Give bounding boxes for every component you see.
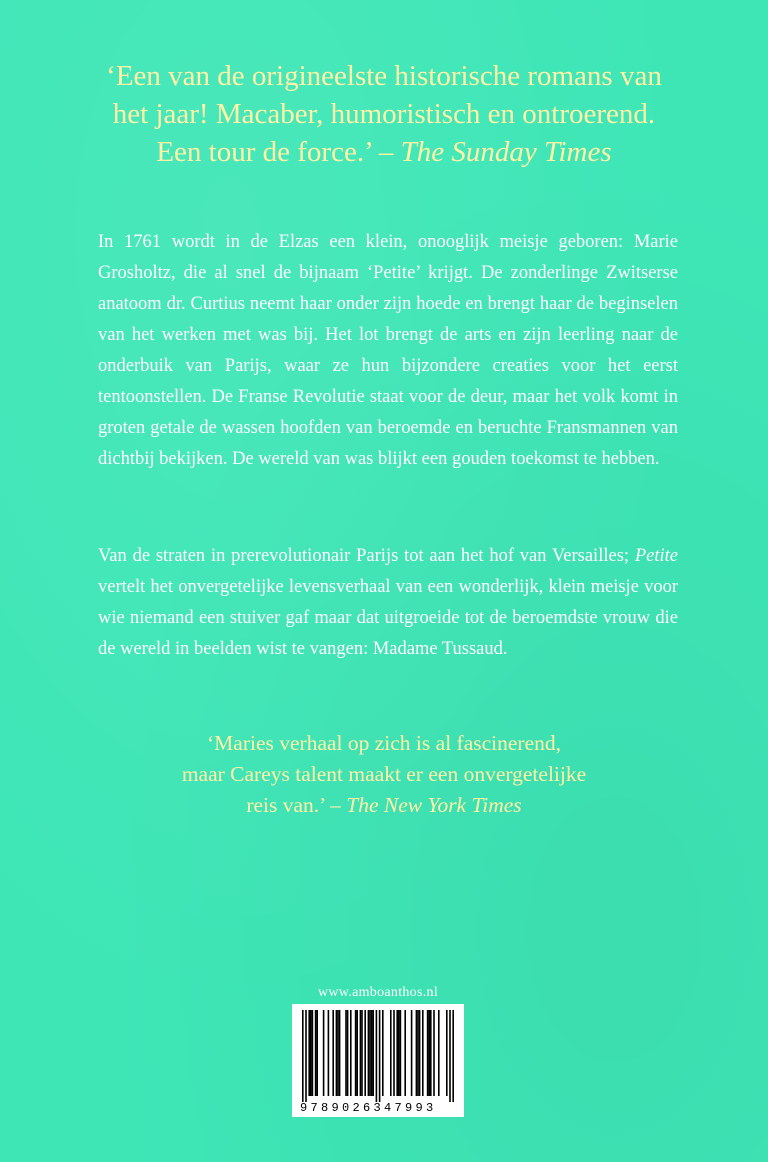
- bottom-quote-line-3: [80, 790, 688, 821]
- barcode-bar: [339, 1010, 341, 1096]
- barcode-bar: [328, 1010, 330, 1096]
- barcode-bar: [382, 1010, 384, 1096]
- barcode-bar: [332, 1010, 334, 1096]
- barcode-bar: [310, 1010, 312, 1096]
- barcode-bar: [336, 1010, 338, 1096]
- bottom-quote-line-3-text: reis van.’ –: [246, 793, 341, 817]
- barcode-bar: [376, 1010, 378, 1102]
- barcode-bar: [308, 1010, 310, 1096]
- barcode-bar: [398, 1010, 400, 1096]
- top-review-quote: [40, 57, 728, 171]
- isbn-number: 9789026347993: [300, 1101, 437, 1115]
- top-quote-source: The Sunday Times: [400, 136, 612, 168]
- barcode-bar: [305, 1010, 307, 1102]
- blurb-p2-end: vertelt het onvergetelijke levensverhaal van een wonderlijk, klein meisje voor wie niemand een stuiver gaf maar dat uitgroeide tot de beroemdste vrouw die de wereld in beelden wist te vangen: Madame Tussaud.: [98, 577, 678, 659]
- bottom-quote-source: The New York Times: [346, 793, 522, 817]
- barcode-bar: [337, 1010, 339, 1096]
- barcode-bar: [315, 1010, 317, 1096]
- bottom-quote-line-2: maar Careys talent maakt er een onvergetelijke: [181, 762, 587, 786]
- barcode-bar: [355, 1010, 357, 1096]
- top-quote-line-3: [40, 133, 728, 171]
- barcode-bar: [449, 1010, 451, 1102]
- barcode-bar: [345, 1010, 347, 1096]
- blurb-paragraph-2-text: [98, 541, 678, 665]
- blurb-paragraph-2: [98, 541, 678, 665]
- barcode-bar: [430, 1010, 432, 1096]
- top-quote-line-1: ‘Een van de origineelste historische romans van: [106, 60, 662, 92]
- bottom-quote-line-1: ‘Maries verhaal op zich is al fascinerend,: [207, 731, 561, 755]
- barcode-bar: [356, 1010, 358, 1096]
- barcode-bar: [404, 1010, 406, 1096]
- barcode-bar: [427, 1010, 429, 1096]
- barcode-bar: [379, 1010, 381, 1102]
- barcode-bar: [372, 1010, 374, 1096]
- barcode-bar: [316, 1010, 318, 1096]
- barcode-bar: [371, 1010, 373, 1096]
- barcode-bar: [438, 1010, 440, 1096]
- publisher-url: www.amboanthos.nl: [317, 985, 439, 1000]
- barcode-bar: [360, 1010, 362, 1096]
- barcode-bar: [411, 1010, 413, 1096]
- barcode-bar: [428, 1010, 430, 1096]
- barcode-bar: [419, 1010, 421, 1096]
- barcode-bar: [417, 1010, 419, 1096]
- barcode-bar: [350, 1010, 352, 1096]
- barcode-bar: [452, 1010, 454, 1102]
- barcode-bar: [396, 1010, 398, 1096]
- top-quote-line-2: het jaar! Macaber, humoristisch en ontroerend.: [112, 98, 656, 130]
- barcode-bar: [361, 1010, 363, 1096]
- blurb-paragraph-1: [98, 227, 678, 475]
- barcode-bar: [416, 1010, 418, 1096]
- barcode-bar: [364, 1010, 366, 1096]
- barcode-bar: [369, 1010, 371, 1096]
- barcode-bar: [422, 1010, 424, 1096]
- barcode-bar: [393, 1010, 395, 1096]
- isbn-barcode: [292, 1004, 464, 1117]
- barcode-bar: [302, 1010, 304, 1102]
- blurb-p2-start: Van de straten in prerevolutionair Parijs tot aan het hof van Versailles;: [98, 546, 630, 566]
- barcode-bar: [400, 1010, 402, 1096]
- barcode-bar: [390, 1010, 392, 1096]
- blurb-p2-title: Petite: [634, 546, 679, 566]
- top-quote-line-3-text: Een tour de force.’ –: [156, 136, 394, 168]
- barcode-bar: [446, 1010, 448, 1096]
- barcode-bar: [433, 1010, 435, 1096]
- barcode-bar: [312, 1010, 314, 1096]
- barcode-bar: [323, 1010, 325, 1096]
- bottom-review-quote: [80, 728, 688, 821]
- barcode-bar: [368, 1010, 370, 1096]
- barcode-bar: [347, 1010, 349, 1096]
- blurb-paragraph-1-text: In 1761 wordt in de Elzas een klein, onooglijk meisje geboren: Marie Grosholtz, die al snel de bijnaam ‘Petite’ krijgt. De zonderlinge Zwitserse anatoom dr. Curtius neemt haar onder zijn hoede en brengt haar de beginselen van het werken met was bij. Het lot brengt de arts en zijn leerling naar de onderbuik van Parijs, waar ze hun bijzondere creaties voor het eerst tentoonstellen. De Franse Revolutie staat voor de deur, maar het volk komt in groten getale de wassen hoofden van beroemde en beruchte Fransmannen van dichtbij bekijken. De wereld van was blijkt een gouden toekomst te hebben.: [98, 232, 678, 469]
